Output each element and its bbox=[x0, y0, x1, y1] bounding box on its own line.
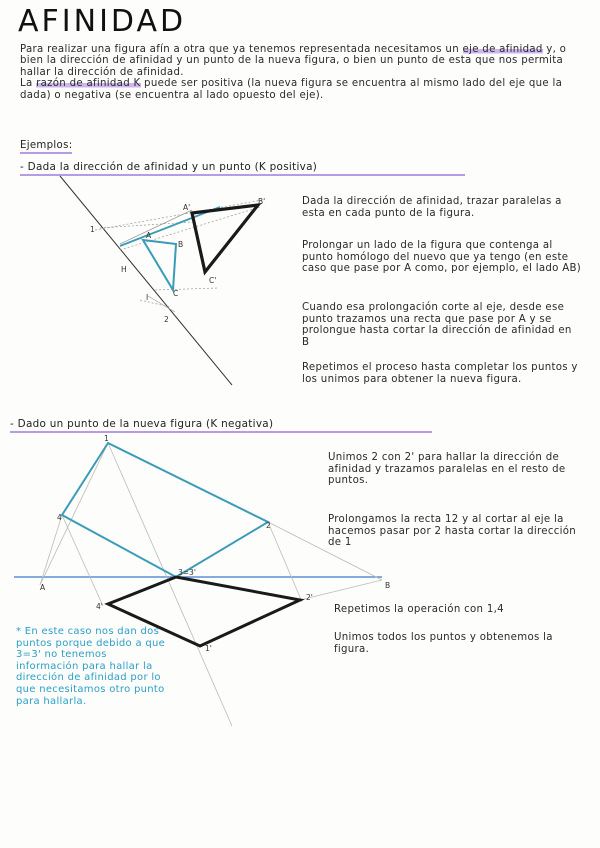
direction-line-b bbox=[268, 522, 302, 602]
note-blue: * En este caso nos dan dos puntos porque debido a que 3=3' no tenemos información para hallar la dirección de afinidad por lo que necesitamos otro punto para hallarla. bbox=[16, 626, 166, 707]
section1-heading: - Dada la dirección de afinidad y un punto (K positiva) bbox=[20, 161, 465, 176]
intro-p2-b: puede ser positiva (la nueva figura se encuentra al mismo lado del eje que la dada) o negativa (se encuentra al lado opuesto del eje). bbox=[20, 78, 563, 101]
label-p2-prime: 2' bbox=[306, 593, 313, 602]
s1-step-2: Prolongar un lado de la figura que contenga al punto homólogo del nuevo que ya tengo (en este caso que pase por A como, por ejemplo, el lado AB) bbox=[302, 240, 582, 275]
label-A: A bbox=[146, 231, 152, 240]
new-figure-1 bbox=[192, 205, 258, 272]
label-B-prime: B' bbox=[258, 197, 266, 206]
intro-p2-a: La bbox=[20, 78, 33, 90]
s1-step-3: Cuando esa prolongación corte al eje, desde ese punto trazamos una recta que pase por A y se prolongue hasta cortar la dirección de afinidad en B bbox=[302, 302, 572, 348]
label-I: I bbox=[146, 293, 149, 302]
s2-step-1: Unimos 2 con 2' para hallar la dirección de afinidad y trazamos paralelas en el resto de puntos. bbox=[328, 452, 566, 487]
label-p3: 3=3' bbox=[178, 568, 196, 577]
label-p4-prime: 4' bbox=[96, 602, 103, 611]
affinity-axis-1 bbox=[60, 176, 232, 385]
direction-line-c bbox=[62, 515, 103, 606]
label-2: 2 bbox=[164, 315, 169, 324]
intro-p1-b: y, o bien la dirección de afinidad y un punto de la nueva figura, o bien un punto de esta que nos permita hallar la dirección de afinidad. bbox=[20, 44, 567, 78]
s2-step-4: Unimos todos los puntos y obtenemos la figura. bbox=[334, 632, 553, 655]
label-p2: 2 bbox=[266, 521, 271, 530]
ratio-term: razón de afinidad K bbox=[36, 78, 141, 90]
intro-p1-a: Para realizar una figura afín a otra que ya tenemos representada necesitamos un bbox=[20, 44, 459, 55]
label-p4: 4 bbox=[57, 513, 62, 522]
label-p1-prime: 1' bbox=[205, 644, 212, 653]
label-1: 1 bbox=[90, 225, 95, 234]
label-B: B bbox=[178, 240, 184, 249]
label-B2: B bbox=[385, 581, 391, 590]
s1-step-4: Repetimos el proceso hasta completar los puntos y los unimos para obtener la nueva figura. bbox=[302, 362, 578, 385]
diagram-1 bbox=[60, 176, 265, 385]
s1-step-1: Dada la dirección de afinidad, trazar paralelas a esta en cada punto de la figura. bbox=[302, 196, 562, 219]
label-A2: A bbox=[40, 583, 46, 592]
direction-line-3 bbox=[155, 288, 218, 290]
label-A-prime: A' bbox=[183, 203, 191, 212]
label-C: C bbox=[173, 289, 179, 298]
s2-step-2: Prolongamos la recta 12 y al cortar al eje la hacemos pasar por 2 hasta cortar la dirección de 1 bbox=[328, 514, 577, 549]
construction-line-4 bbox=[40, 443, 108, 585]
label-C-prime: C' bbox=[209, 276, 217, 285]
direction-line-1 bbox=[95, 200, 262, 230]
label-H: H bbox=[121, 265, 127, 274]
construction-line-3 bbox=[148, 296, 175, 312]
page-title: AFINIDAD bbox=[18, 4, 187, 39]
original-figure-2 bbox=[62, 443, 268, 577]
construction-line-14 bbox=[40, 515, 62, 585]
s2-step-3: Repetimos la operación con 1,4 bbox=[334, 604, 504, 615]
examples-label: Ejemplos: bbox=[20, 140, 72, 154]
section2-heading: - Dado un punto de la nueva figura (K negativa) bbox=[10, 418, 432, 433]
axis-term: eje de afinidad bbox=[462, 44, 543, 55]
label-p1: 1 bbox=[104, 434, 109, 443]
